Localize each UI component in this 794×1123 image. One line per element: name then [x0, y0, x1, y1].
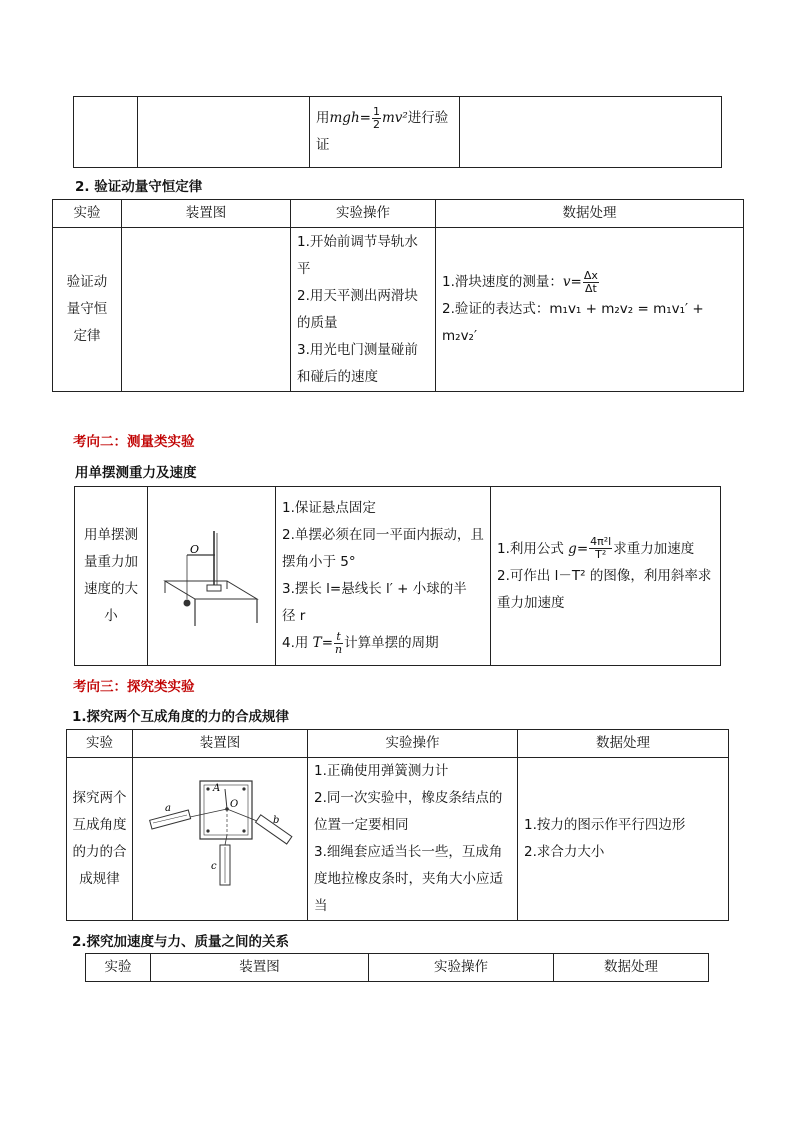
header-experiment: 实验 — [86, 954, 151, 982]
label-b: b — [273, 815, 280, 826]
data-processing-cell: 1.利用公式 g= $\frac{\text{4π²l}}{\text{T²}}$ 求重力加速度 2.可作出 l－T² 的图像，利用斜率求 重力加速度 — [491, 487, 721, 666]
header-operation: 实验操作 — [369, 954, 554, 982]
section-title-exploration: 考向三：探究类实验 — [73, 679, 195, 695]
experiment-name-cell: 验证动 量守恒 定律 — [53, 228, 122, 392]
gravity-fraction: $\frac{\text{4π²l}}{\text{T²}}$ — [590, 535, 612, 561]
table-momentum — [52, 199, 744, 392]
header-data-processing: 数据处理 — [436, 200, 744, 228]
table-forces — [66, 729, 729, 921]
label-c: c — [211, 861, 217, 872]
section-title-measurement: 考向二：测量类实验 — [73, 434, 195, 450]
pendulum-apparatus-figure — [157, 511, 267, 631]
apparatus-cell — [148, 487, 276, 666]
header-apparatus: 装置图 — [122, 200, 291, 228]
half-fraction: $\frac{1}{2}$ — [372, 104, 380, 131]
header-experiment: 实验 — [53, 200, 122, 228]
apparatus-cell — [133, 758, 308, 921]
energy-verify-cell: 用mgh= $\frac{1}{2}$ mv²进行验 证 — [310, 97, 460, 168]
label-O: O — [230, 799, 239, 810]
table-cell-empty — [460, 97, 722, 168]
apparatus-cell-empty — [122, 228, 291, 392]
header-data-processing: 数据处理 — [554, 954, 709, 982]
experiment-name-cell: 用单摆测 量重力加 速度的大 小 — [75, 487, 148, 666]
header-operation: 实验操作 — [308, 730, 518, 758]
experiment-name-cell: 探究两个 互成角度 的力的合 成规律 — [67, 758, 133, 921]
label-a: a — [165, 803, 171, 814]
table-cell-empty — [74, 97, 138, 168]
header-apparatus: 装置图 — [151, 954, 369, 982]
velocity-fraction: $\frac{\Delta x}{\Delta t}$ — [583, 268, 598, 295]
forces-heading: 1.探究两个互成角度的力的合成规律 — [72, 709, 290, 725]
data-processing-cell: 1.滑块速度的测量：v= $\frac{\Delta x}{\Delta t}$ 2.验证的表达式：m₁v₁ + m₂v₂ = m₁v₁′ + m₂v₂′ — [436, 228, 744, 392]
header-data-processing: 数据处理 — [518, 730, 729, 758]
force-board-figure — [145, 779, 295, 889]
header-apparatus: 装置图 — [133, 730, 308, 758]
section-heading-momentum: 2. 验证动量守恒定律 — [75, 179, 203, 195]
table-acceleration — [85, 953, 709, 982]
label-A: A — [213, 783, 221, 794]
pivot-label-o: O — [189, 543, 199, 556]
operation-cell: 1.保证悬点固定 2.单摆必须在同一平面内振动，且 摆角小于 5° 3.摆长 l=悬线长 l′ + 小球的半 径 r 4.用 T= $\frac{t}{n}$ 计算单摆的周期 — [276, 487, 491, 666]
operation-cell: 1.正确使用弹簧测力计 2.同一次实验中，橡皮条结点的 位置一定要相同 3.细绳套应适当长一些，互成角 度地拉橡皮条时，夹角大小应适 当 — [308, 758, 518, 921]
pendulum-heading: 用单摆测重力及速度 — [75, 465, 197, 481]
operation-cell: 1.开始前调节导轨水 平 2.用天平测出两滑块 的质量 3.用光电门测量碰前 和碰后的速度 — [291, 228, 436, 392]
header-experiment: 实验 — [67, 730, 133, 758]
table-cell-empty — [138, 97, 310, 168]
table-continuation — [73, 96, 722, 168]
period-fraction: $\frac{t}{n}$ — [335, 629, 343, 656]
header-operation: 实验操作 — [291, 200, 436, 228]
data-processing-cell: 1.按力的图示作平行四边形 2.求合力大小 — [518, 758, 729, 921]
table-pendulum — [74, 486, 721, 666]
accel-heading: 2.探究加速度与力、质量之间的关系 — [72, 934, 290, 950]
